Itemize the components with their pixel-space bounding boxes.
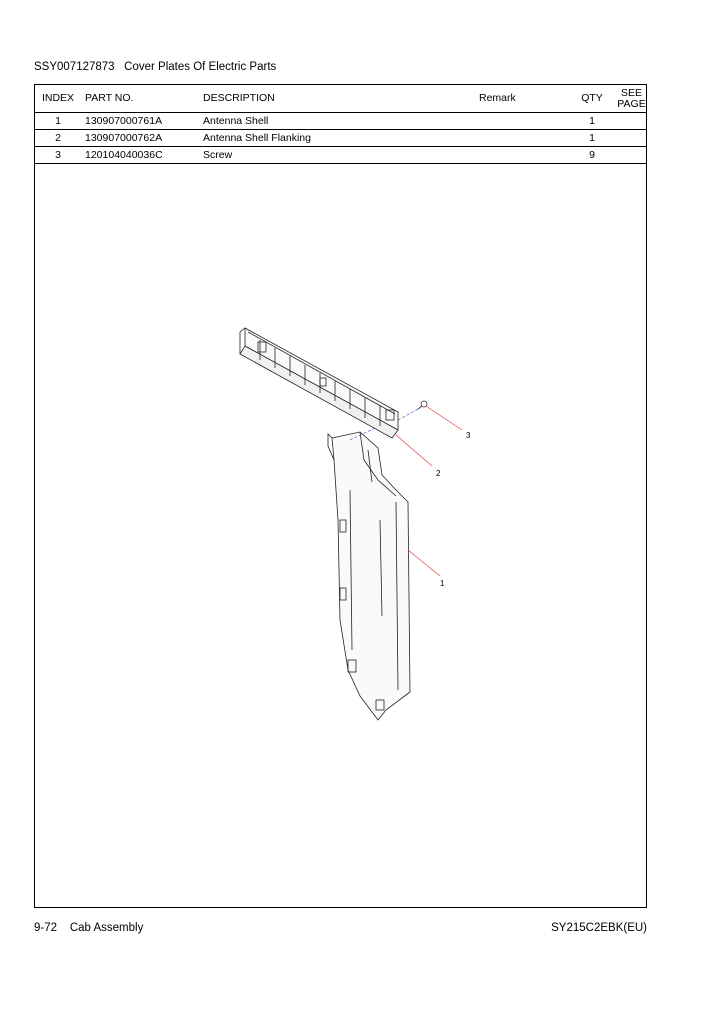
cell-description: Antenna Shell Flanking (199, 130, 475, 147)
cell-description: Screw (199, 147, 475, 164)
footer-page-number: 9-72 (34, 922, 58, 934)
cell-qty: 1 (567, 130, 617, 147)
header-part-no: PART NO. (81, 85, 199, 113)
cell-remark (475, 147, 567, 164)
exploded-parts-drawing (200, 320, 500, 730)
cell-description: Antenna Shell (199, 113, 475, 130)
callout-1: 1 (440, 579, 445, 588)
cell-part-no: 120104040036C (81, 147, 199, 164)
table-row (35, 113, 646, 130)
antenna-shell-flanking-drawing (240, 328, 398, 438)
doc-code: SSY007127873 (34, 61, 115, 73)
cell-see-page (617, 130, 646, 147)
header-description: DESCRIPTION (199, 85, 475, 113)
header-remark: Remark (475, 85, 567, 113)
cell-index: 3 (35, 147, 81, 164)
parts-table (35, 85, 646, 164)
header-qty: QTY (567, 85, 617, 113)
cell-see-page (617, 147, 646, 164)
table-row (35, 147, 646, 164)
header-see: SEE (620, 86, 642, 99)
cell-see-page (617, 113, 646, 130)
cell-part-no: 130907000761A (81, 113, 199, 130)
cell-part-no: 130907000762A (81, 130, 199, 147)
cell-qty: 9 (567, 147, 617, 164)
cell-qty: 1 (567, 113, 617, 130)
header-page: PAGE (617, 97, 646, 110)
antenna-shell-drawing (328, 432, 410, 720)
cell-remark (475, 130, 567, 147)
callout-2: 2 (436, 469, 441, 478)
footer-left (34, 922, 143, 934)
cell-index: 1 (35, 113, 81, 130)
cell-index: 2 (35, 130, 81, 147)
cell-remark (475, 113, 567, 130)
footer-section: Cab Assembly (69, 922, 144, 934)
table-row (35, 130, 646, 147)
table-header-row (35, 85, 646, 113)
screw-drawing (418, 401, 427, 409)
header-see-page (617, 85, 646, 113)
header-index: INDEX (35, 85, 81, 113)
document-title (34, 61, 276, 73)
callout-3: 3 (466, 431, 471, 440)
footer-model: SY215C2EBK(EU) (551, 922, 647, 934)
doc-title-text: Cover Plates Of Electric Parts (124, 61, 277, 73)
